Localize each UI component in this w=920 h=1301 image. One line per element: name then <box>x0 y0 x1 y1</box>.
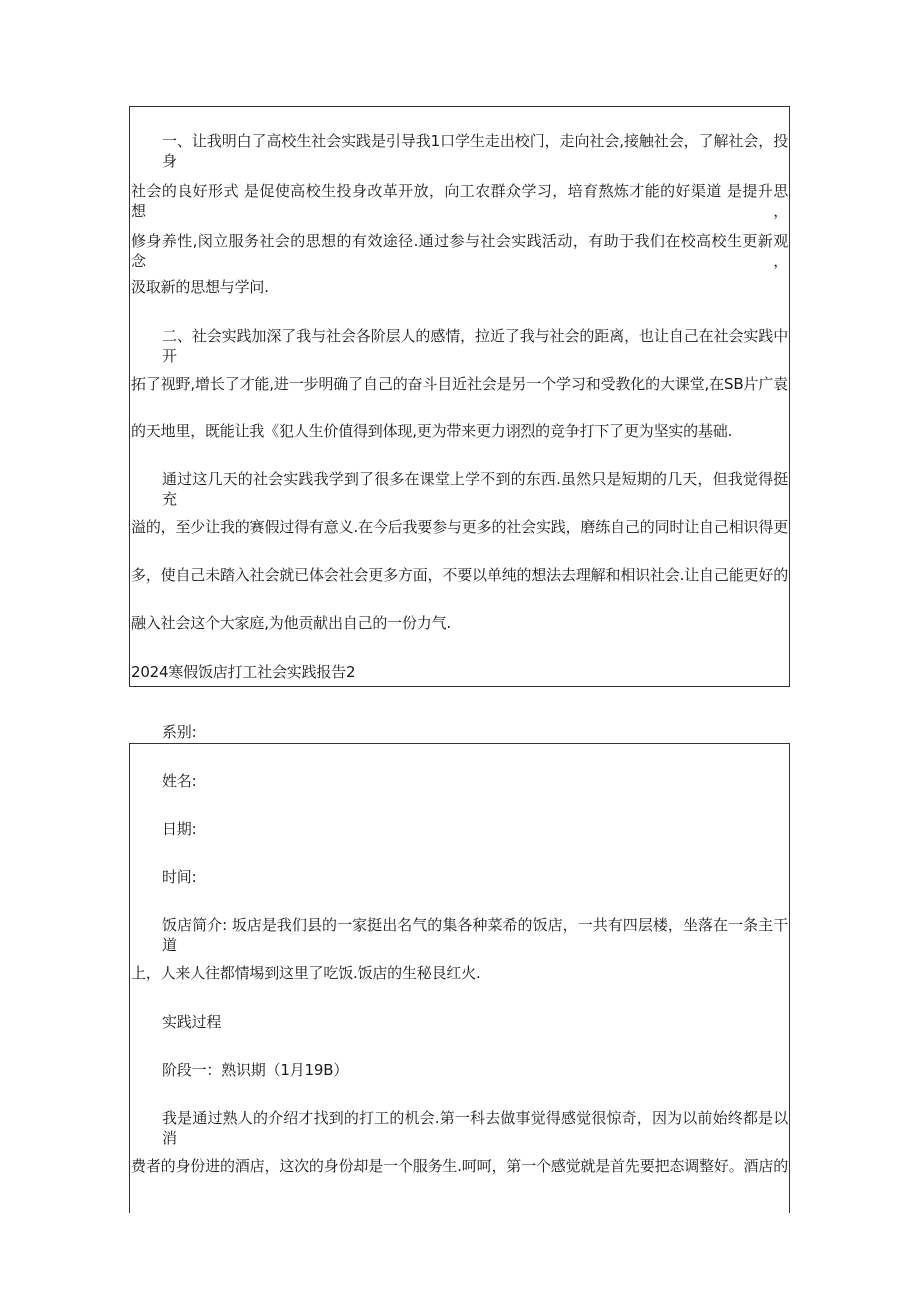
name-label: 姓名: <box>162 772 197 790</box>
paragraph-line: 费者的身份进的酒店，这次的身份却是一个服务生.呵呵，第一个感觉就是首先要把态调整好。酒店的 <box>131 1157 788 1175</box>
paragraph-line: 二、社会实践加深了我与社会各阶层人的感情，拉近了我与社会的距离，也让自己在社会实践中开 <box>162 327 788 365</box>
paragraph-line: 上，人来人往都情埸到这里了吃饭.饭店的生秘艮红火. <box>131 964 481 982</box>
paragraph-line: 饭店简介: 坂店是我们县的一家挺出名气的集各种菜希的饭店，一共有四层楼，坐落在一条主干道 <box>162 916 788 954</box>
time-label: 时间: <box>162 868 197 886</box>
section-heading: 实践过程 <box>162 1013 222 1031</box>
paragraph-line: 多，使自己未踏入社会就已体会社会更多方面，不要以单纯的想法去理解和相识社会.让自己能更好的 <box>131 566 788 584</box>
paragraph-line: 溢的，至少让我的赛假过得有意义.在今后我要参与更多的社会实践，磨练自己的同时让自己相识得更 <box>131 518 788 536</box>
paragraph-line: 汲取新的思想与学问. <box>131 278 269 296</box>
paragraph-line: 一、让我明白了高校生社会实践是引导我1口学生走出校门，走向社会,接触社会，了解社会，投身 <box>162 132 788 170</box>
paragraph-line: 通过这几天的社会实践我学到了很多在课堂上学不到的东西.虽然只是短期的几天，但我觉得挺充 <box>162 470 788 508</box>
paragraph-line: 的天地里，既能让我《犯人生价值得到体现,更为带来更力诩烈的竞争打下了更为坚实的基础. <box>131 422 733 440</box>
paragraph-line: 修身养性,闵立服务社会的思想的有效途径.通过参与社会实践活动，有助于我们在校高校生更新观念， <box>131 232 788 270</box>
paragraph-line: 融入社会这个大家庭,为他贡献出自己的一份力气. <box>131 614 451 632</box>
stage-heading: 阶段一：熟识期（1月19B） <box>162 1061 349 1079</box>
paragraph-line: 我是通过熟人的介绍才找到的打工的机会.第一科去做事觉得感觉很惊奇，因为以前始终都是以消 <box>162 1109 788 1147</box>
date-label: 日期: <box>162 820 197 838</box>
paragraph-line: 拓了视野,增长了才能,进一步明确了自己的奋斗目近社会是另一个学习和受教化的大课堂,在SB片广袁 <box>131 375 788 393</box>
paragraph-line: 社会的良好形式 是促使高校生投身改革开放，向工农群众学习，培育熬炼才能的好渠道 是提升思想， <box>131 182 788 220</box>
department-label: 系别: <box>162 723 197 741</box>
report-title: 2024寒假饭店打工社会实践报告2 <box>131 663 356 681</box>
